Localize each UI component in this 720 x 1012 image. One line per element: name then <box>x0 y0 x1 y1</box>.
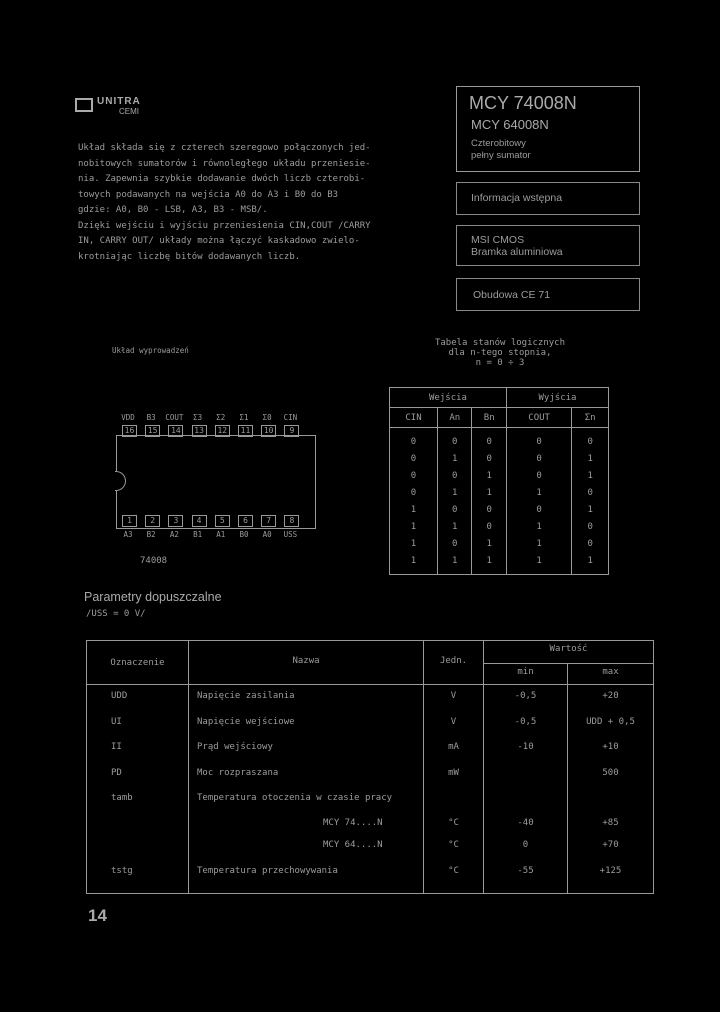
truth-cell: 0 <box>572 484 609 501</box>
truth-row <box>390 535 609 552</box>
truth-cell: 1 <box>472 552 506 575</box>
truth-cell: 1 <box>472 467 506 484</box>
truth-cell: 1 <box>506 552 571 575</box>
param-symbol: UI <box>111 717 122 727</box>
param-name: MCY 64....N <box>323 840 383 850</box>
truth-title-line: dla n-tego stopnia, <box>448 348 552 358</box>
truth-group-outputs: Wyjścia <box>506 388 608 408</box>
param-max: +10 <box>602 742 619 752</box>
truth-cell: 1 <box>506 484 571 501</box>
intro-line: IN, CARRY OUT/ układy można łączyć kaskadowo zwielo- <box>78 236 360 246</box>
truth-cell: 1 <box>438 552 472 575</box>
param-max: UDD + 0,5 <box>586 717 635 727</box>
param-min: -55 <box>517 866 534 876</box>
truth-row <box>390 428 609 451</box>
title-box <box>456 86 640 172</box>
intro-line: nia. Zapewnia szybkie dodawanie dwóch liczb czterobi- <box>78 174 366 184</box>
truth-cell: 0 <box>438 535 472 552</box>
param-max: +85 <box>602 818 619 828</box>
pin-label-bottom: B1 <box>193 530 203 539</box>
col-symbol: Oznaczenie <box>110 658 165 668</box>
truth-cell: 0 <box>572 535 609 552</box>
pin-number-top: 14 <box>168 425 183 437</box>
param-name: Temperatura otoczenia w czasie pracy <box>197 793 393 803</box>
truth-cell: 0 <box>506 467 571 484</box>
truth-row <box>390 484 609 501</box>
param-min: -40 <box>517 818 534 828</box>
param-min: -10 <box>517 742 534 752</box>
pin-label-top: B3 <box>146 413 156 422</box>
truth-cell: 1 <box>572 552 609 575</box>
pin-number-top: 15 <box>145 425 160 437</box>
param-name: MCY 74....N <box>323 818 383 828</box>
truth-cell: 0 <box>438 428 472 451</box>
truth-cell: 0 <box>572 518 609 535</box>
truth-cell: 1 <box>390 518 438 535</box>
pin-number-top: 13 <box>192 425 207 437</box>
truth-header: Bn <box>472 408 506 428</box>
truth-cell: 0 <box>438 467 472 484</box>
pin-label-top: VDD <box>121 413 135 422</box>
truth-header: An <box>438 408 472 428</box>
truth-cell: 1 <box>390 552 438 575</box>
truth-row <box>390 501 609 518</box>
truth-cell: 1 <box>438 518 472 535</box>
pin-number-bottom: 4 <box>192 515 207 527</box>
pin-number-top: 12 <box>215 425 230 437</box>
pin-label-top: CIN <box>283 413 298 422</box>
param-min: -0,5 <box>514 717 537 727</box>
package-text: Obudowa CE 71 <box>473 289 551 301</box>
truth-table-title <box>400 338 600 368</box>
param-min: 0 <box>522 840 529 850</box>
page-number: 14 <box>88 906 107 925</box>
unitra-logo-icon <box>75 98 93 112</box>
param-name: Napięcie zasilania <box>197 691 295 701</box>
truth-title-line: Tabela stanów logicznych <box>434 338 566 348</box>
truth-row <box>390 518 609 535</box>
pinout-diagram <box>116 410 316 580</box>
tech-box <box>456 225 640 266</box>
truth-cell: 0 <box>472 518 506 535</box>
pin-number-bottom: 7 <box>261 515 276 527</box>
truth-cell: 1 <box>472 535 506 552</box>
truth-cell: 0 <box>390 450 438 467</box>
pin-number-top: 11 <box>238 425 253 437</box>
param-unit: V <box>450 717 457 727</box>
pin-number-bottom: 3 <box>168 515 183 527</box>
param-name: Napięcie wejściowe <box>197 717 295 727</box>
truth-cell: 0 <box>506 501 571 518</box>
intro-line: Układ składa się z czterech szeregowo połączonych jed- <box>78 143 371 153</box>
info-text: Informacja wstępna <box>471 192 563 204</box>
truth-cell: 1 <box>506 535 571 552</box>
param-max: +70 <box>602 840 619 850</box>
pin-label-bottom: B0 <box>239 530 249 539</box>
param-unit: °C <box>448 840 459 850</box>
pin-label-bottom: A3 <box>123 530 133 539</box>
truth-cell: 1 <box>572 467 609 484</box>
pin-number-top: 16 <box>122 425 137 437</box>
param-symbol: UDD <box>111 691 128 701</box>
param-symbol: tstg <box>111 866 133 876</box>
param-name: Temperatura przechowywania <box>197 866 338 876</box>
truth-row <box>390 552 609 575</box>
truth-cell: 1 <box>390 535 438 552</box>
truth-row <box>390 450 609 467</box>
param-max: 500 <box>602 768 619 778</box>
truth-cell: 1 <box>438 484 472 501</box>
param-symbol: tamb <box>111 793 133 803</box>
param-unit: mW <box>448 768 459 778</box>
param-unit: V <box>450 691 457 701</box>
truth-cell: 0 <box>506 450 571 467</box>
truth-cell: 0 <box>472 428 506 451</box>
param-name: Moc rozpraszana <box>197 768 279 778</box>
truth-row <box>390 467 609 484</box>
truth-cell: 1 <box>506 518 571 535</box>
param-symbol: II <box>111 742 122 752</box>
pin-label-bottom: B2 <box>146 530 156 539</box>
pin-label-top: Σ1 <box>239 413 249 422</box>
params-heading: Parametry dopuszczalne <box>84 590 222 604</box>
pin-label-top: Σ2 <box>216 413 226 422</box>
desc-line-2: pełny sumator <box>471 150 531 161</box>
truth-cell: 1 <box>438 450 472 467</box>
param-min: -0,5 <box>514 691 537 701</box>
tech-line-2: Bramka aluminiowa <box>471 246 563 258</box>
truth-title-line: n = 0 ÷ 3 <box>475 358 525 368</box>
param-unit: °C <box>448 866 459 876</box>
truth-cell: 0 <box>472 501 506 518</box>
truth-cell: 1 <box>472 484 506 501</box>
pin-number-bottom: 6 <box>238 515 253 527</box>
intro-line: towych podawanych na wejścia A0 do A3 i B0 do B3 <box>78 189 339 200</box>
truth-cell: 0 <box>472 450 506 467</box>
truth-cell: 1 <box>390 501 438 518</box>
truth-group-inputs: Wejścia <box>390 388 507 408</box>
param-symbol: PD <box>111 768 122 778</box>
title: MCY 74008N <box>469 93 577 113</box>
params-table <box>86 640 654 894</box>
truth-cell: 0 <box>572 428 609 451</box>
truth-cell: 0 <box>506 428 571 451</box>
col-value: Wartość <box>549 644 588 654</box>
intro-line: nobitowych sumatorów i równoległego układu przeniesie- <box>78 158 371 169</box>
truth-table <box>389 387 609 575</box>
truth-header: COUT <box>506 408 571 428</box>
truth-cell: 0 <box>390 428 438 451</box>
param-max: +125 <box>599 866 622 876</box>
pin-number-bottom: 1 <box>122 515 137 527</box>
pin-label-bottom: USS <box>283 530 298 539</box>
pin-label-bottom: A2 <box>169 530 179 539</box>
truth-cell: 0 <box>390 484 438 501</box>
pin-number-top: 10 <box>261 425 276 437</box>
truth-cell: 0 <box>390 467 438 484</box>
col-min: min <box>517 667 534 677</box>
pin-number-bottom: 5 <box>215 515 230 527</box>
param-unit: °C <box>448 818 459 828</box>
logo-brand: UNITRA <box>97 96 141 107</box>
logo-sub: CEMI <box>119 107 139 116</box>
tech-line-1: MSI CMOS <box>471 234 525 246</box>
package-box <box>456 278 640 311</box>
pin-label-top: Σ0 <box>262 413 272 422</box>
param-unit: mA <box>448 742 459 752</box>
pin-number-bottom: 8 <box>284 515 299 527</box>
truth-cell: 0 <box>438 501 472 518</box>
info-box <box>456 182 640 215</box>
intro-paragraph <box>78 141 448 265</box>
pin-label-top: Σ3 <box>193 413 203 422</box>
pin-label-top: COUT <box>165 413 184 422</box>
pin-label-bottom: A1 <box>216 530 226 539</box>
pin-number-bottom: 2 <box>145 515 160 527</box>
pinout-caption: Układ wyprowadzeń <box>112 346 189 355</box>
truth-header: Σn <box>572 408 609 428</box>
col-name: Nazwa <box>292 656 320 666</box>
subtitle: MCY 64008N <box>471 117 549 132</box>
col-unit: Jedn. <box>439 656 468 666</box>
param-max: +20 <box>602 691 619 701</box>
param-name: Prąd wejściowy <box>197 742 273 752</box>
intro-line: krotniając liczbę bitów dodawanych liczb. <box>78 251 301 262</box>
params-condition: /USS = 0 V/ <box>86 609 146 619</box>
truth-cell: 1 <box>572 450 609 467</box>
intro-line: gdzie: A0, B0 - LSB, A3, B3 - MSB/. <box>78 205 268 215</box>
col-max: max <box>602 667 619 677</box>
part-label: 74008 <box>140 556 168 566</box>
pin-number-top: 9 <box>284 425 299 437</box>
intro-line: Dzięki wejściu i wyjściu przeniesienia CIN,COUT /CARRY <box>78 220 371 231</box>
pin-label-bottom: A0 <box>262 530 272 539</box>
truth-cell: 1 <box>572 501 609 518</box>
truth-header: CIN <box>390 408 438 428</box>
desc-line-1: Czterobitowy <box>471 138 526 149</box>
